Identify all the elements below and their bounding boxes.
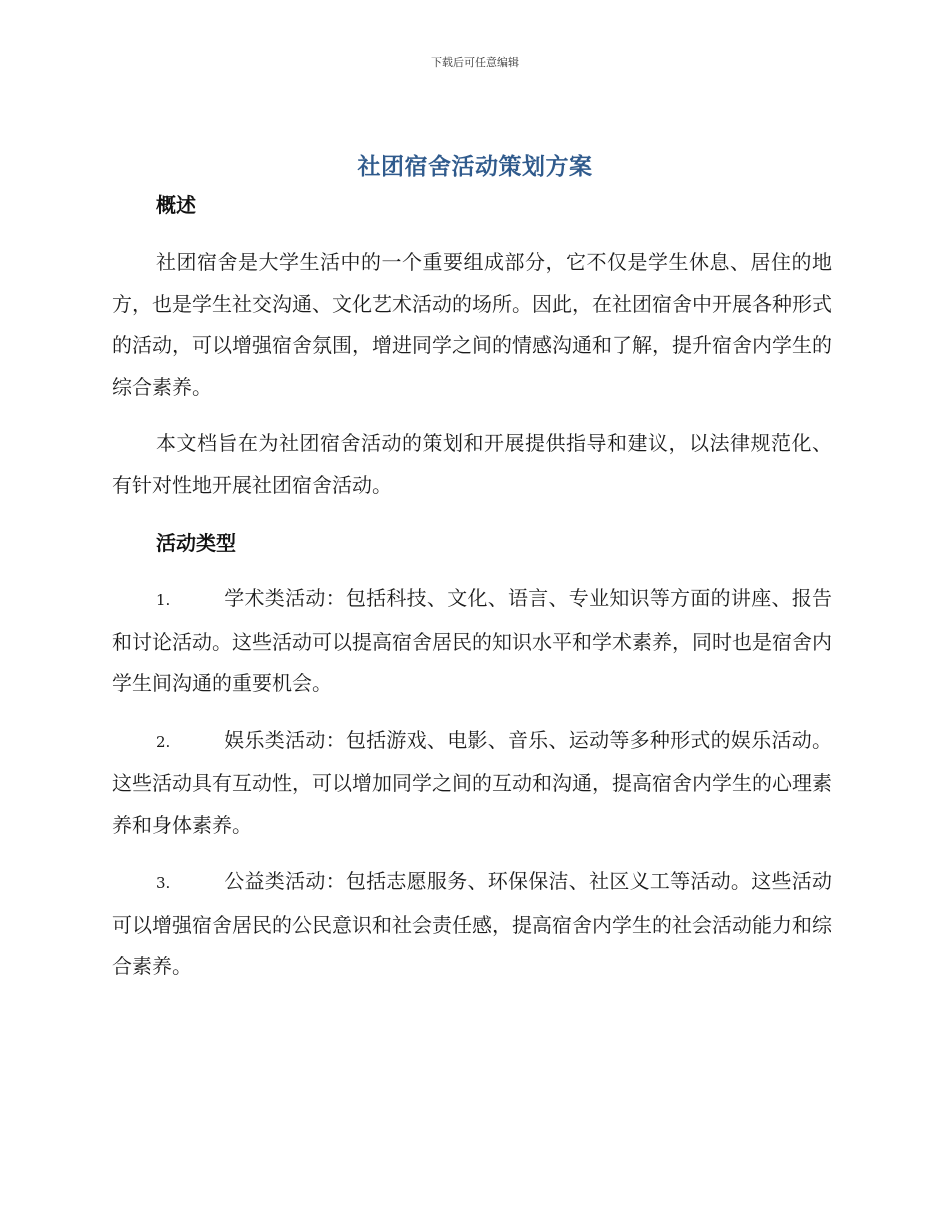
- list-item: [112, 861, 832, 988]
- section-heading-overview: 概述: [156, 193, 196, 217]
- list-item-text: 娱乐类活动：包括游戏、电影、音乐、运动等多种形式的娱乐活动。这些活动具有互动性，可以增加同学之间的互动和沟通，提高宿舍内学生的心理素养和身体素养。: [112, 727, 832, 837]
- overview-paragraph-2: 本文档旨在为社团宿舍活动的策划和开展提供指导和建议，以法律规范化、有针对性地开展社团宿舍活动。: [112, 431, 832, 497]
- document-body: [112, 190, 832, 988]
- section-heading-activity-types: 活动类型: [156, 531, 236, 555]
- list-item-number: 1.: [156, 591, 171, 609]
- list-item: [112, 720, 832, 847]
- list-item-number: 2.: [156, 732, 171, 751]
- header-note: 下载后可任意编辑: [431, 56, 519, 69]
- list-item-text: 学术类活动：包括科技、文化、语言、专业知识等方面的讲座、报告和讨论活动。这些活动可以提高宿舍居民的知识水平和学术素养，同时也是宿舍内学生间沟通的重要机会。: [112, 586, 832, 695]
- list-item-number: 3.: [156, 874, 171, 892]
- overview-paragraph-1: 社团宿舍是大学生活中的一个重要组成部分，它不仅是学生休息、居住的地方，也是学生社交沟通、文化艺术活动的场所。因此，在社团宿舍中开展各种形式的活动，可以增强宿舍氛围，增进同学之间的情感沟通和了解，提升宿舍内学生的综合素养。: [112, 250, 832, 399]
- list-item: [112, 578, 832, 705]
- document-title: 社团宿舍活动策划方案: [357, 154, 593, 180]
- list-item-text: 公益类活动：包括志愿服务、环保保洁、社区义工等活动。这些活动可以增强宿舍居民的公民意识和社会责任感，提高宿舍内学生的社会活动能力和综合素养。: [112, 869, 832, 978]
